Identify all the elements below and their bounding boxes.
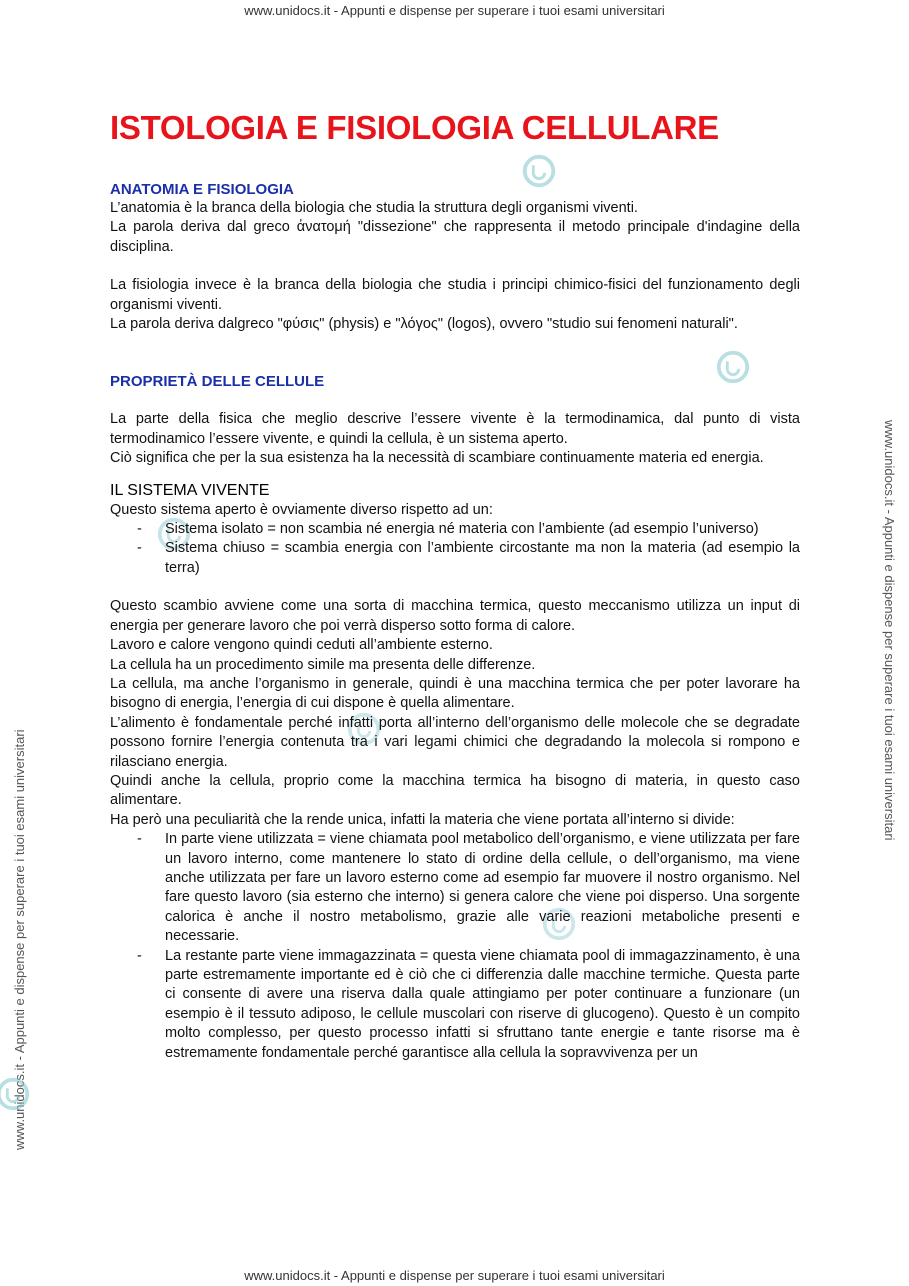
paragraph: Quindi anche la cellula, proprio come la macchina termica ha bisogno di materia, in questo caso alimentare. — [110, 772, 800, 809]
paragraph: La parola deriva dalgreco "φύσις" (physis) e "λόγος" (logos), ovvero "studio sui fenomeni naturali". — [110, 316, 738, 333]
paragraph: La fisiologia invece è la branca della biologia che studia i principi chimico-fisici del funzionamento degli organismi viventi. — [110, 277, 800, 313]
paragraph: La cellula, ma anche l’organismo in generale, quindi è una macchina termica che per poter lavorare ha bisogno di energia, l’energia di cui dispone è quella alimentare. — [110, 675, 800, 712]
paragraph: L’anatomia è la branca della biologia che studia la struttura degli organismi viventi. — [110, 200, 638, 216]
dash-bullet: - — [137, 947, 142, 964]
paragraph: Ha però una peculiarità che la rende unica, infatti la materia che viene portata all’interno si divide: — [110, 811, 735, 828]
section-heading-sistema-vivente: IL SISTEMA VIVENTE — [110, 481, 270, 499]
list-item — [110, 520, 800, 539]
section-heading-anatomia: ANATOMIA E FISIOLOGIA — [110, 181, 294, 198]
dash-bullet: - — [137, 521, 142, 538]
dash-bullet: - — [137, 831, 142, 848]
list-item-text: Sistema chiuso = scambia energia con l’ambiente circostante ma non la materia (ad esempio la terra) — [165, 540, 800, 576]
section-heading-proprieta: PROPRIETÀ DELLE CELLULE — [110, 373, 325, 391]
bullet-list-systems — [110, 520, 800, 578]
bullet-list-materia — [110, 830, 800, 1063]
paragraph: Questo scambio avviene come una sorta di macchina termica, questo meccanismo utilizza un input di energia per generare lavoro che poi verrà disperso sotto forma di calore. — [110, 598, 800, 634]
footer-watermark-banner: www.unidocs.it - Appunti e dispense per superare i tuoi esami universitari — [244, 1268, 665, 1283]
page-title: ISTOLOGIA E FISIOLOGIA CELLULARE — [110, 109, 719, 146]
header-watermark-banner: www.unidocs.it - Appunti e dispense per superare i tuoi esami universitari — [244, 3, 665, 18]
paragraph: Questo sistema aperto è ovviamente diverso rispetto ad un: — [110, 501, 493, 518]
dash-bullet: - — [137, 540, 142, 557]
paragraph: L’alimento è fondamentale perché infatti porta all’interno dell’organismo delle molecole che se degradate possono fornire l’energia contenuta tra i vari legami chimici che degradando la molecola si rompono e rilasciano energia. — [110, 714, 800, 770]
list-item-text: Sistema isolato = non scambia né energia né materia con l’ambiente (ad esempio l’universo) — [165, 521, 759, 538]
left-side-watermark-banner: www.unidocs.it - Appunti e dispense per superare i tuoi esami universitari — [12, 729, 27, 1150]
document-body — [110, 108, 800, 1063]
list-item-text: La restante parte viene immagazzinata = questa viene chiamata pool di immagazzinamento, è una parte estremamente importante ed è ciò che ci differenzia dalle macchine termiche. Questa parte ci consente di avere una riserva dalla quale attingiamo per poter continuare a funzionare (un esempio è il tessuto adiposo, le cellule muscolari con riserve di glucogeno). Questo è un compito molto complesso, per questo processo infatti si sfruttano tante energie e tante risorse ma è estremamente fondamentale perché garantisce alla cellula la sopravvivenza per un — [165, 947, 800, 1061]
list-item — [110, 947, 800, 1063]
paragraph: Ciò significa che per la sua esistenza ha la necessità di scambiare continuamente materia ed energia. — [110, 450, 764, 467]
list-item — [110, 830, 800, 946]
paragraph: Lavoro e calore vengono quindi ceduti all’ambiente esterno. — [110, 637, 493, 654]
unidocs-logo-icon — [0, 1075, 32, 1113]
list-item-text: In parte viene utilizzata = viene chiamata pool metabolico dell’organismo, e viene utilizzata per fare un lavoro interno, come mantenere lo stato di ordine della cellule, o dell’organismo, ma viene anche utilizzata per fare un lavoro esterno come ad esempio far muovere il nostro organismo. Nel fare questo lavoro (sia esterno che interno) si genera calore che viene poi disperso. Una sorgente calorica è anche il nostro metabolismo, grazie alle varie reazioni metaboliche presenti e necessarie. — [165, 831, 800, 945]
paragraph: La parte della fisica che meglio descrive l’essere vivente è la termodinamica, dal punto di vista termodinamico l’essere vivente, e quindi la cellula, è un sistema aperto. — [110, 411, 800, 447]
paragraph: La cellula ha un procedimento simile ma presenta delle differenze. — [110, 656, 536, 673]
right-side-watermark-banner: www.unidocs.it - Appunti e dispense per superare i tuoi esami universitari — [882, 420, 897, 841]
paragraph: La parola deriva dal greco ἀνατομή "dissezione" che rappresenta il metodo principale d'indagine della disciplina. — [110, 219, 800, 255]
list-item — [110, 539, 800, 578]
